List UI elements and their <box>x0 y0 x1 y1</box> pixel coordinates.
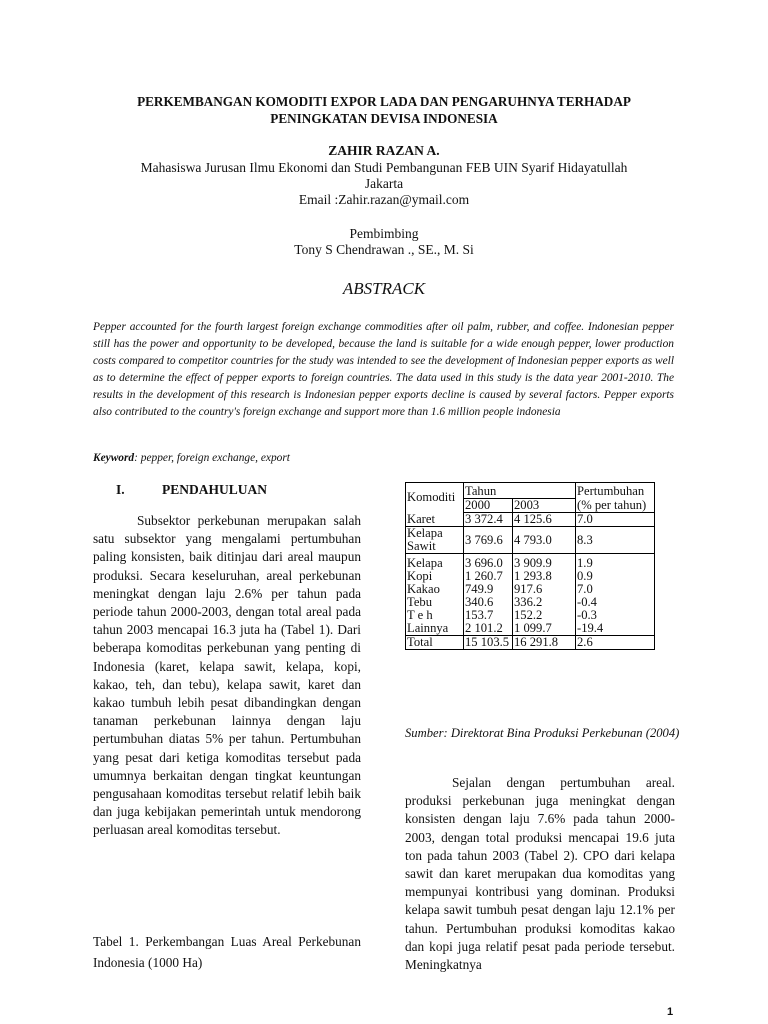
row-2003: 152.2 <box>513 609 576 622</box>
keyword-label: Keyword <box>93 452 135 464</box>
table-caption: Tabel 1. Perkembangan Luas Areal Perkebunan Indonesia (1000 Ha) <box>93 934 361 970</box>
table-source: Sumber: Direktorat Bina Produksi Perkebunan (2004) <box>405 726 680 740</box>
keyword-list: : pepper, foreign exchange, export <box>134 452 290 464</box>
body-paragraph-right <box>405 774 675 974</box>
author-name: ZAHIR RAZAN A. <box>328 143 440 158</box>
affiliation-line-1: Mahasiswa Jurusan Ilmu Ekonomi dan Studi Pembangunan FEB UIN Syarif Hidayatullah <box>140 160 628 175</box>
row-2003: 4 125.6 <box>513 513 576 527</box>
row-growth: -0.3 <box>576 609 655 622</box>
section-title: PENDAHULUAN <box>162 482 268 497</box>
row-2000: 153.7 <box>464 609 513 622</box>
intro-paragraph <box>93 512 361 840</box>
row-growth: 1.9 <box>576 554 655 571</box>
affiliation <box>0 160 768 192</box>
row-growth: -19.4 <box>576 622 655 636</box>
section-number: I. <box>116 482 125 497</box>
row-name: Total <box>406 636 464 650</box>
row-growth: 7.0 <box>576 583 655 596</box>
row-2003: 4 793.0 <box>513 527 576 554</box>
area-table <box>405 482 655 650</box>
row-2003: 1 293.8 <box>513 570 576 583</box>
paper-title-line-1: PERKEMBANGAN KOMODITI EXPOR LADA DAN PENGARUHNYA TERHADAP <box>137 94 631 109</box>
supervisor-block <box>0 226 768 258</box>
author-email: Email :Zahir.razan@ymail.com <box>298 192 470 207</box>
abstract-heading: ABSTRACK <box>342 279 426 298</box>
paper-title-line-2: PENINGKATAN DEVISA INDONESIA <box>270 111 498 126</box>
header-2000: 2000 <box>464 499 513 513</box>
row-name: Karet <box>406 513 464 527</box>
row-2000: 15 103.5 <box>464 636 513 650</box>
row-2000: 2 101.2 <box>464 622 513 636</box>
row-2000: 3 769.6 <box>464 527 513 554</box>
row-2000: 749.9 <box>464 583 513 596</box>
abstract-body: Pepper accounted for the fourth largest foreign exchange commodities after oil palm, rubber, and coffee. Indonesian pepper still has the power and opportunity to be developed, because the land is suitable for a wide enough pepper, lower production costs compared to competitor countries for the study was intended to see the development of Indonesian pepper exports as well as to determine the effect of pepper exports to foreign countries. The data used in this study is the data year 2001-2010. The results in the development of this research is Indonesian pepper exports decline is caused by several factors. Pepper exports also contributed to the country's foreign exchange and support more than 1.6 million people indonesia <box>93 321 674 418</box>
row-name: Kopi <box>406 570 464 583</box>
intro-paragraph-text: Subsektor perkebunan merupakan salah satu subsektor yang mengalami pertumbuhan paling konsisten, baik ditinjau dari areal maupun produksi. Secara keseluruhan, areal perkebunan meningkat dengan laju 2.6% per tahun pada periode tahun 2000-2003, dengan total areal pada tahun 2003 mencapai 16.3 juta ha (Tabel 1). Dari beberapa komoditas perkebunan yang penting di Indonesia (karet, kelapa sawit, kelapa, kopi, kakao, teh, dan tebu), kelapa sawit, karet dan kakao tumbuh lebih pesat dibandingkan dengan tanaman perkebunan lainnya dengan laju pertumbuhan diatas 5% per tahun. Pertumbuhan yang pesat dari ketiga komoditas tersebut pada umumnya berkaitan dengan tingkat keuntungan pengusahaan komoditas tersebut relatif lebih baik dan juga kebijakan pemerintah untuk mendorong perluasan areal komoditas tersebut. <box>93 513 361 838</box>
affiliation-line-2: Jakarta <box>364 176 404 191</box>
paper-title <box>0 93 768 127</box>
row-name: Kelapa <box>406 554 464 571</box>
row-name: Lainnya <box>406 622 464 636</box>
supervisor-label: Pembimbing <box>349 226 419 241</box>
row-growth: 0.9 <box>576 570 655 583</box>
row-2000: 1 260.7 <box>464 570 513 583</box>
body-paragraph-right-text: Sejalan dengan pertumbuhan areal. produksi perkebunan juga meningkat dengan konsisten dengan laju 7.6% pada tahun 2000-2003, dengan total produksi mencapai 19.6 juta ton pada tahun 2003 (Tabel 2). CPO dari kelapa sawit dan karet merupakan dua komoditas yang mempunyai kontribusi yang dominan. Produksi kelapa sawit tumbuh pesat dengan laju 12.1% per tahun. Pertumbuhan produksi komoditas kakao dan kopi juga relatif pesat pada periode tersebut. Meningkatnya <box>405 775 675 973</box>
row-2003: 16 291.8 <box>513 636 576 650</box>
row-growth: -0.4 <box>576 596 655 609</box>
row-2003: 336.2 <box>513 596 576 609</box>
keywords <box>93 452 290 464</box>
row-growth: 7.0 <box>576 513 655 527</box>
header-growth-unit: (% per tahun) <box>576 499 655 513</box>
row-name: Kakao <box>406 583 464 596</box>
row-2003: 3 909.9 <box>513 554 576 571</box>
row-name: Tebu <box>406 596 464 609</box>
header-tahun: Tahun <box>464 483 576 499</box>
row-name: Kelapa Sawit <box>406 527 464 554</box>
supervisor-name: Tony S Chendrawan ., SE., M. Si <box>294 242 474 257</box>
row-2000: 3 696.0 <box>464 554 513 571</box>
row-growth: 8.3 <box>576 527 655 554</box>
row-growth: 2.6 <box>576 636 655 650</box>
row-2003: 917.6 <box>513 583 576 596</box>
header-2003: 2003 <box>513 499 576 513</box>
page-number: 1 <box>667 1006 674 1018</box>
row-2000: 3 372.4 <box>464 513 513 527</box>
header-komoditi: Komoditi <box>406 483 464 513</box>
header-growth: Pertumbuhan <box>576 483 655 499</box>
row-2003: 1 099.7 <box>513 622 576 636</box>
row-2000: 340.6 <box>464 596 513 609</box>
row-name: T e h <box>406 609 464 622</box>
